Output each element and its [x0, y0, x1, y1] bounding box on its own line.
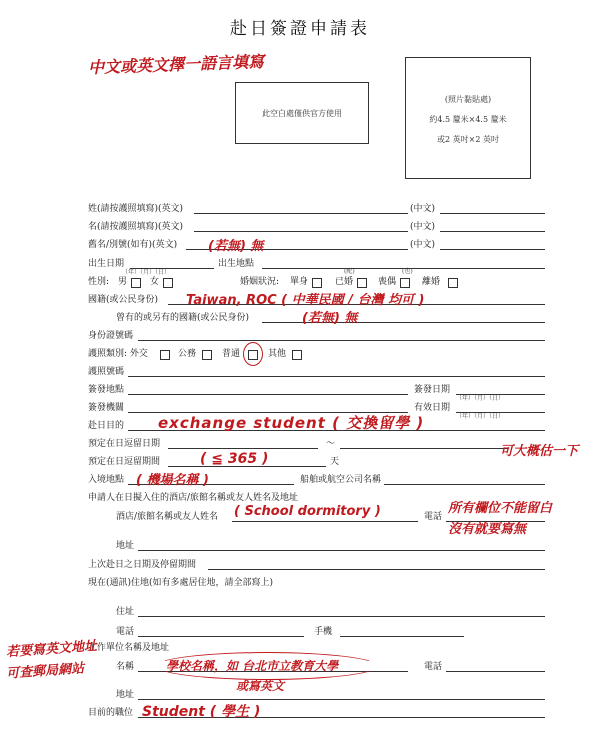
stay-date-from-line[interactable] — [168, 448, 318, 449]
mobile-line[interactable] — [340, 636, 464, 637]
male-label: 男 — [118, 277, 128, 287]
given-name-label: 名(請按護照填寫)(英文) — [88, 222, 184, 232]
handwritten-or-english: 或寫英文 — [236, 679, 285, 693]
issue-place-line[interactable] — [128, 394, 408, 395]
former-name-label: 舊名/別號(如有)(英文) — [88, 240, 178, 250]
residence-label: 住址 — [116, 607, 135, 617]
photo-box — [405, 57, 531, 179]
issue-place-label: 簽發地點 — [88, 385, 125, 395]
official-label: 公務 — [178, 349, 197, 359]
surname-line[interactable] — [194, 213, 408, 214]
official-checkbox[interactable] — [202, 350, 212, 360]
handwritten-english-address-note: 若要寫英文地址 — [5, 638, 98, 661]
handwritten-post-office-note: 可查郵局網站 — [5, 661, 85, 682]
ship-airline-label: 船舶或航空公司名稱 — [300, 475, 382, 485]
mobile-label: 手機 — [314, 627, 333, 637]
entry-port-label: 入境地點 — [88, 475, 125, 485]
handwritten-all-fields-note: 所有欄位不能留白 — [448, 501, 553, 516]
handwritten-former-nationality: (若無) 無 — [302, 311, 358, 326]
married-tiny-hint: (配) — [344, 268, 355, 275]
official-use-text: 此空白處僅供官方使用 — [262, 109, 342, 118]
last-visit-line[interactable] — [208, 569, 545, 570]
former-name-chinese-line[interactable] — [440, 249, 545, 250]
handwritten-language-note: 中文或英文擇一語言填寫 — [87, 51, 265, 78]
employer-tel-label: 電話 — [424, 662, 443, 672]
other-checkbox[interactable] — [292, 350, 302, 360]
widowed-label: 喪偶 — [378, 277, 397, 287]
given-name-chinese-label: (中文) — [410, 222, 436, 232]
surname-chinese-line[interactable] — [440, 213, 545, 214]
employer-label: 工作單位名稱及地址 — [88, 643, 170, 653]
id-number-line[interactable] — [138, 340, 545, 341]
handwritten-purpose: exchange student ( 交換留學 ) — [158, 414, 425, 432]
marital-label: 婚姻狀況: — [240, 277, 280, 287]
handwritten-no-write-note: 沒有就要寫無 — [448, 522, 527, 537]
widowed-checkbox[interactable] — [400, 278, 410, 288]
handwritten-hotel: ( School dormitory ) — [234, 504, 381, 519]
stay-date-label: 預定在日逗留日期 — [88, 439, 161, 449]
purpose-label: 赴日目的 — [88, 421, 125, 431]
handwritten-stay-period: ( ≦ 365 ) — [200, 451, 269, 467]
passport-number-label: 護照號碼 — [88, 367, 125, 377]
issue-authority-label: 簽發機關 — [88, 403, 125, 413]
former-name-chinese-label: (中文) — [410, 240, 436, 250]
employer-address-line[interactable] — [138, 699, 545, 700]
employer-address-label: 地址 — [116, 690, 135, 700]
single-checkbox[interactable] — [312, 278, 322, 288]
hotel-address-line[interactable] — [138, 550, 545, 551]
handwritten-school: 學校名稱，如 台北市立教育大學 — [166, 659, 339, 673]
male-checkbox[interactable] — [131, 278, 141, 288]
days-label: 天 — [330, 457, 340, 467]
married-label: 已婚 — [335, 277, 354, 287]
hotel-address-label: 地址 — [116, 541, 135, 551]
ship-airline-line[interactable] — [384, 484, 545, 485]
last-visit-label: 上次赴日之日期及停留期間 — [88, 560, 197, 570]
issue-date-label: 簽發日期 — [414, 385, 451, 395]
handwritten-nationality: Taiwan, ROC ( 中華民國 / 台灣 均可 ) — [186, 293, 425, 308]
divorced-label: 離婚 — [422, 277, 441, 287]
home-tel-line[interactable] — [138, 636, 304, 637]
given-name-chinese-line[interactable] — [440, 231, 545, 232]
former-nationality-label: 曾有的或另有的國籍(或公民身份) — [116, 313, 250, 323]
dob-label: 出生日期 — [88, 259, 125, 269]
stay-date-to-line[interactable] — [340, 448, 508, 449]
other-label: 其他 — [268, 349, 287, 359]
photo-size-cm: 約4.5 釐米×4.5 釐米 — [429, 115, 507, 124]
hotel-header-label: 申請人在日擬入住的酒店/旅館名稱或友人姓名及地址 — [88, 493, 299, 503]
stay-period-label: 預定在日逗留期間 — [88, 457, 161, 467]
hotel-tel-label: 電話 — [424, 512, 443, 522]
photo-size-inch: 或2 英吋×2 英吋 — [437, 135, 499, 144]
sex-label: 性別: — [88, 277, 110, 287]
handwritten-stay-note: 可大概估一下 — [500, 444, 579, 459]
residence-line[interactable] — [138, 616, 545, 617]
home-tel-label: 電話 — [116, 627, 135, 637]
official-use-box — [235, 82, 369, 144]
widowed-tiny-hint: (也) — [402, 268, 413, 275]
divorced-checkbox[interactable] — [448, 278, 458, 288]
employer-tel-line[interactable] — [446, 671, 545, 672]
photo-label: (照片黏貼處) — [444, 95, 492, 104]
handwritten-ordinary-circle — [243, 342, 263, 366]
given-name-line[interactable] — [194, 231, 408, 232]
passport-number-line[interactable] — [128, 376, 545, 377]
diplomatic-checkbox[interactable] — [160, 350, 170, 360]
handwritten-position: Student ( 學生 ) — [142, 704, 261, 720]
handwritten-former-name: (若無) 無 — [208, 239, 264, 254]
female-checkbox[interactable] — [163, 278, 173, 288]
nationality-label: 國籍(或公民身份) — [88, 295, 159, 305]
married-checkbox[interactable] — [357, 278, 367, 288]
surname-chinese-label: (中文) — [410, 204, 436, 214]
passport-type-label: 護照類別: 外交 — [88, 349, 148, 359]
position-label: 目前的職位 — [88, 708, 134, 718]
female-label: 女 — [150, 277, 160, 287]
id-number-label: 身份證號碼 — [88, 331, 134, 341]
current-address-label: 現在(通訊)住地(如有多處居住地，請全部寫上) — [88, 578, 274, 588]
surname-label: 姓(請按護照填寫)(英文) — [88, 204, 184, 214]
ordinary-label: 普通 — [222, 349, 241, 359]
single-label: 單身 — [290, 277, 309, 287]
employer-name-label: 名稱 — [116, 662, 135, 672]
issue-date-ymd-hint: （年）（月）（日） — [456, 395, 505, 402]
birthplace-label: 出生地點 — [218, 259, 255, 269]
hotel-name-label: 酒店/旅館名稱或友人姓名 — [116, 512, 219, 522]
expiry-date-label: 有效日期 — [414, 403, 451, 413]
form-title: 赴日簽證申請表 — [230, 19, 370, 39]
hotel-name-line[interactable] — [232, 521, 418, 522]
handwritten-entry-port: ( 機場名稱 ) — [136, 473, 209, 488]
expiry-date-ymd-hint: （年）（月）（日） — [456, 413, 505, 420]
stay-date-tilde: ～ — [326, 439, 336, 449]
dob-ymd-hint: （年）（月）（日） — [122, 269, 171, 276]
